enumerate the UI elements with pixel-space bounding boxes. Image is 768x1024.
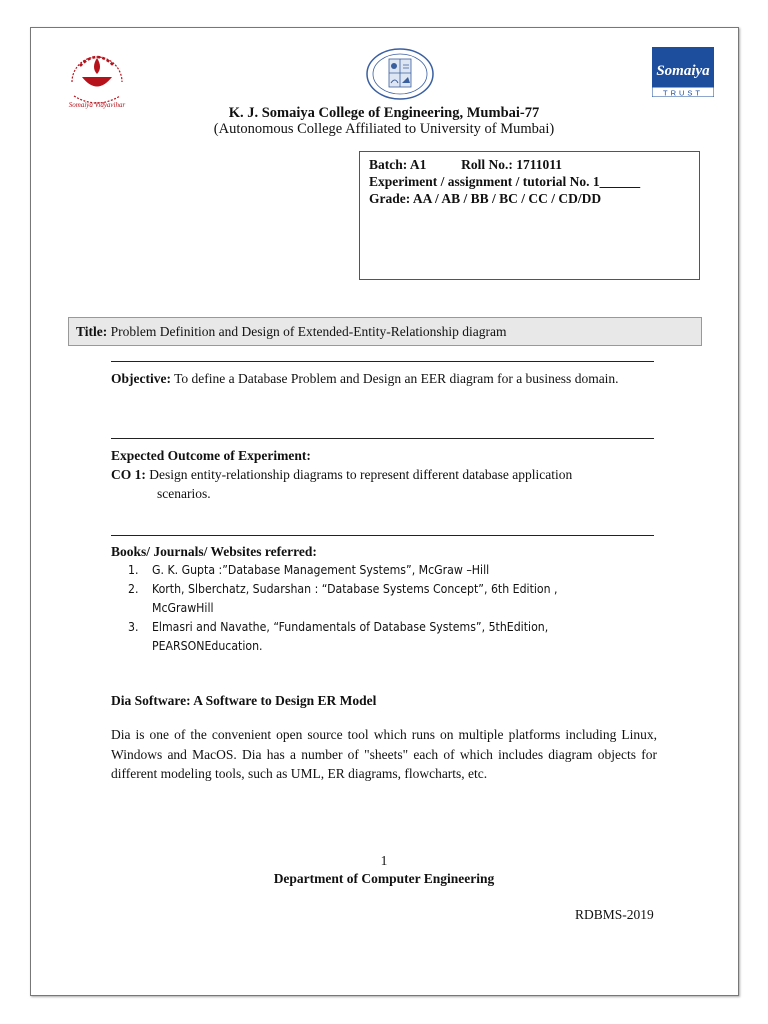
somaiya-vidyavihar-logo — [62, 44, 132, 110]
references-heading: Books/ Journals/ Websites referred: — [111, 544, 317, 559]
experiment-value: 1 — [592, 174, 600, 189]
info-box — [359, 151, 700, 280]
experiment-line — [369, 173, 690, 190]
grade-options: AA / AB / BB / BC / CC / CD/DD — [412, 191, 602, 206]
objective-label: Objective: — [111, 371, 171, 386]
list-item — [111, 561, 655, 580]
roll-value: 1711011 — [516, 157, 563, 172]
department-name: Department of Computer Engineering — [273, 871, 495, 886]
co-line — [111, 465, 655, 484]
batch-value: A1 — [409, 157, 427, 172]
dia-paragraph: Dia is one of the convenient open source tool which runs on multiple platforms including Linux, Windows and MacOS. Dia has a number of "sheets" each of which includes diagram objects for different modeling tools, such as UML, ER diagrams, flowcharts, etc. — [111, 727, 657, 781]
co-text-continued: scenarios. — [157, 486, 211, 501]
references-list — [111, 561, 655, 656]
somaiya-trust-logo — [652, 47, 714, 97]
objective-section — [111, 369, 655, 388]
divider — [111, 361, 654, 362]
trust-logo-label: TRUST — [663, 88, 703, 97]
co-text: Design entity-relationship diagrams to represent different database application — [149, 467, 573, 482]
divider — [111, 438, 654, 439]
reference-text: Korth, Slberchatz, Sudarshan : “Database Systems Concept”, 6th Edition , — [152, 582, 558, 596]
list-item — [111, 618, 655, 656]
batch-roll-line — [369, 156, 690, 173]
dia-heading: Dia Software: A Software to Design ER Model — [111, 693, 377, 708]
divider — [111, 535, 654, 536]
expected-outcome-section — [111, 446, 655, 503]
college-name: K. J. Somaiya College of Engineering, Mumbai-77 — [228, 105, 540, 121]
logo-left-text: Somaiya Vidyavihar — [68, 101, 126, 109]
expected-outcome-heading: Expected Outcome of Experiment: — [111, 448, 311, 463]
experiment-blank: ______ — [599, 174, 641, 189]
reference-number: 3. — [128, 620, 139, 634]
roll-label: Roll No.: — [461, 157, 513, 172]
grade-line — [369, 190, 690, 207]
page-number: 1 — [380, 853, 388, 868]
title-label: Title: — [76, 324, 108, 339]
reference-text-continued: PEARSONEducation. — [152, 639, 263, 653]
objective-text: To define a Database Problem and Design an EER diagram for a business domain. — [174, 371, 619, 386]
title-band — [68, 317, 702, 346]
co-label: CO 1: — [111, 467, 146, 482]
course-code: RDBMS-2019 — [575, 907, 654, 922]
college-emblem — [364, 47, 436, 101]
grade-label: Grade: — [369, 191, 411, 206]
title-text: Problem Definition and Design of Extended-Entity-Relationship diagram — [110, 324, 507, 339]
reference-number: 1. — [128, 563, 139, 577]
references-section — [111, 542, 655, 656]
reference-text-continued: McGrawHill — [152, 601, 214, 615]
college-subtitle: (Autonomous College Affiliated to University of Mumbai) — [213, 121, 555, 137]
list-item — [111, 580, 655, 618]
reference-text: G. K. Gupta :”Database Management Systems”, McGraw –Hill — [152, 563, 490, 577]
experiment-label: Experiment / assignment / tutorial No. — [369, 174, 590, 189]
batch-label: Batch: — [369, 157, 408, 172]
reference-number: 2. — [128, 582, 139, 596]
reference-text: Elmasri and Navathe, “Fundamentals of Database Systems”, 5thEdition, — [152, 620, 549, 634]
trust-logo-wordmark: Somaiya — [656, 63, 710, 79]
